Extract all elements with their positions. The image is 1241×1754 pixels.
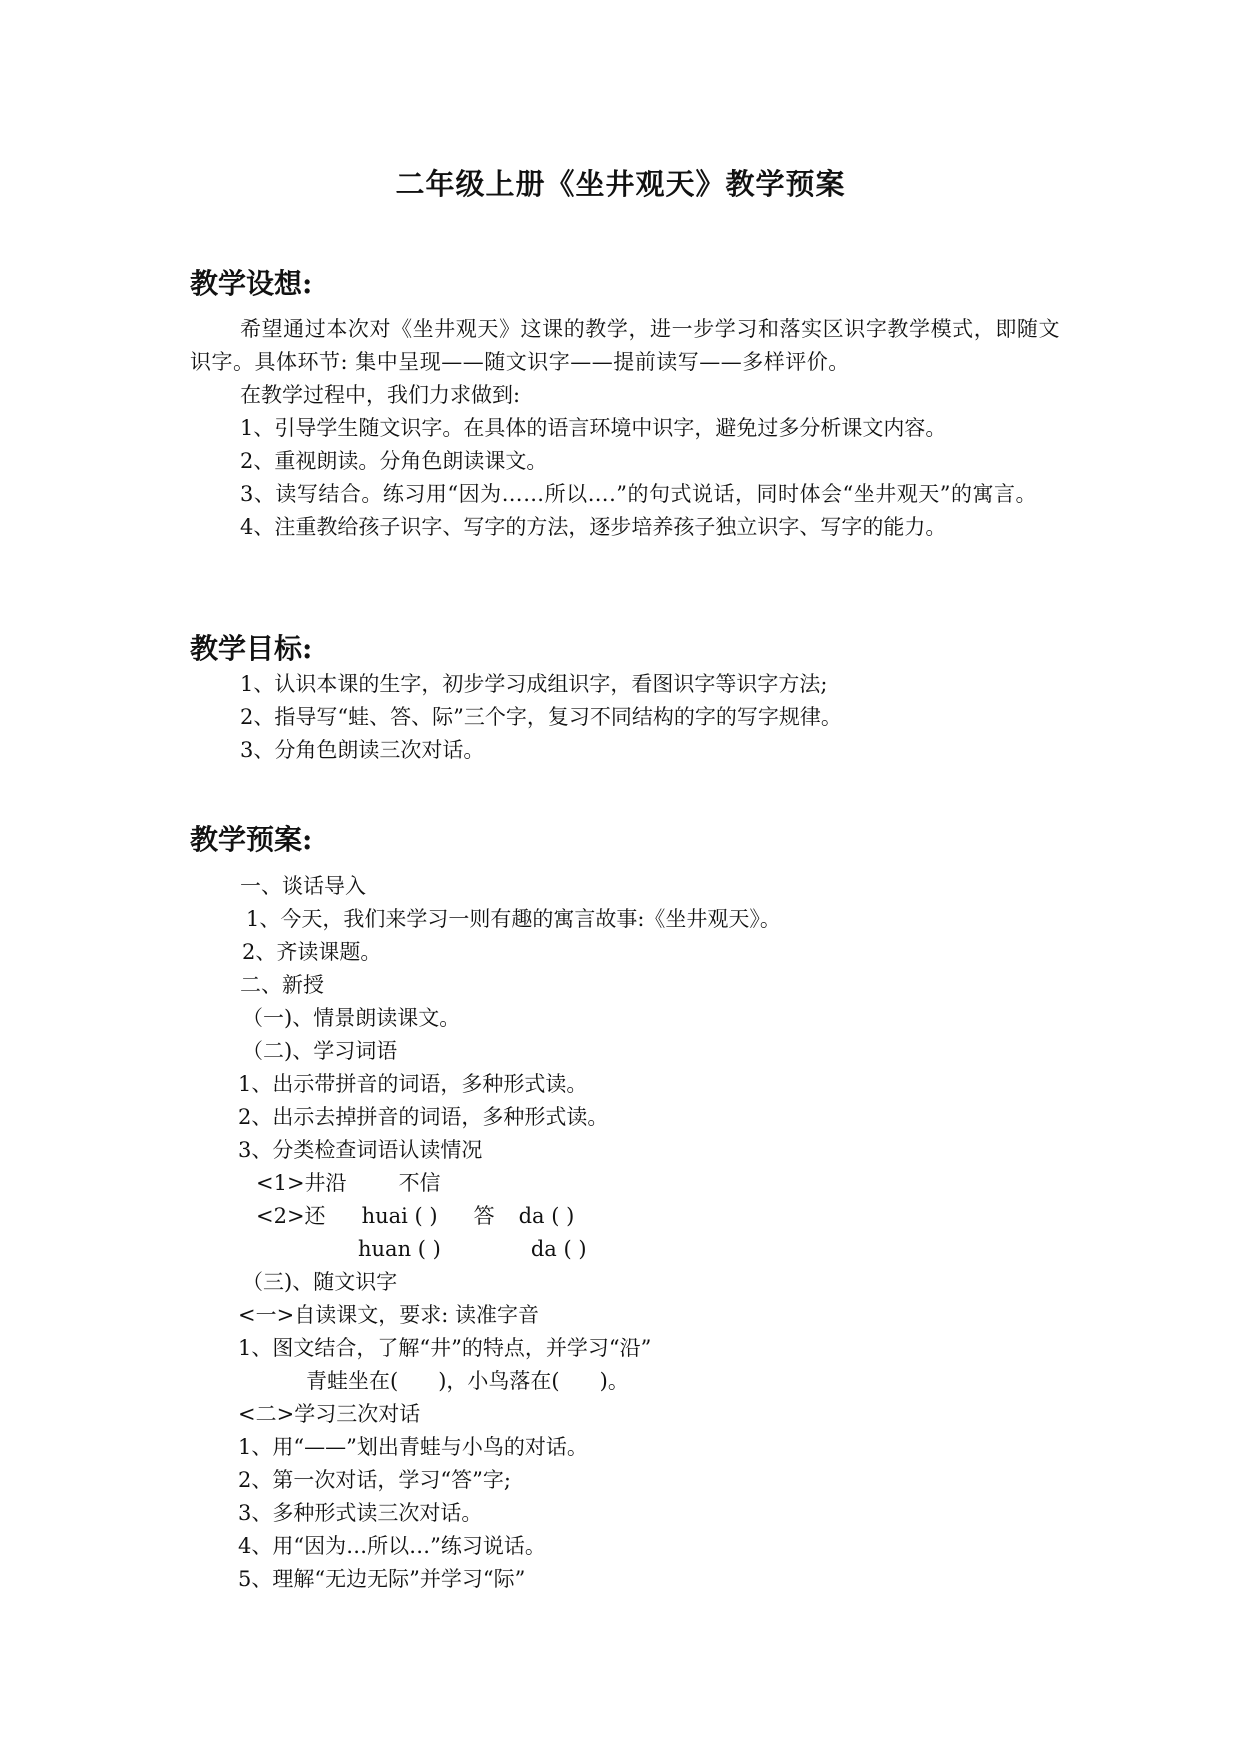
word-group-2: <2>还 xyxy=(256,1204,326,1228)
plan-line: （三)、随文识字 xyxy=(242,1270,398,1294)
design-item: 3、读写结合。练习用“因为……所以….”的句式说话，同时体会“坐井观天”的寓言。 xyxy=(240,482,1037,506)
goal-item: 3、分角色朗读三次对话。 xyxy=(240,738,485,762)
plan-line: 2、第一次对话，学习“答”字; xyxy=(238,1468,511,1492)
section-heading-plan: 教学预案: xyxy=(190,823,313,856)
section-plan-body xyxy=(190,870,1060,1596)
design-paragraph: 希望通过本次对《坐井观天》这课的教学，进一步学习和落实区识字教学模式，即随文识字。具体环节: 集中呈现——随文识字——提前读写——多样评价。 xyxy=(190,317,1060,374)
word-check-row xyxy=(190,1167,1060,1200)
goal-item: 2、指导写“蛙、答、际”三个字，复习不同结构的字的写字规律。 xyxy=(240,705,842,729)
plan-line: 3、多种形式读三次对话。 xyxy=(238,1501,483,1525)
plan-line: 1、图文结合，了解“井”的特点，并学习“沿” xyxy=(238,1336,652,1360)
pinyin-blank: huan ( ) xyxy=(358,1237,441,1261)
word-group-1-item: 不信 xyxy=(398,1171,441,1195)
plan-line: 5、理解“无边无际”并学习“际” xyxy=(238,1567,526,1591)
word-check-row xyxy=(190,1200,1060,1233)
word-check-row xyxy=(190,1233,1060,1266)
pinyin-blank: da ( ) xyxy=(530,1237,587,1261)
design-item: 2、重视朗读。分角色朗读课文。 xyxy=(240,449,548,473)
design-item: 4、注重教给孩子识字、写字的方法，逐步培养孩子独立识字、写字的能力。 xyxy=(240,515,947,539)
pinyin-blank: da ( ) xyxy=(518,1204,575,1228)
plan-line: 2、出示去掉拼音的词语，多种形式读。 xyxy=(238,1105,609,1129)
word-char: 答 xyxy=(473,1204,495,1228)
design-paragraph-intro: 在教学过程中，我们力求做到: xyxy=(240,383,521,407)
plan-line: 2、齐读课题。 xyxy=(242,940,382,964)
design-item: 1、引导学生随文识字。在具体的语言环境中识字，避免过多分析课文内容。 xyxy=(240,416,947,440)
goal-item: 1、认识本课的生字，初步学习成组识字，看图识字等识字方法; xyxy=(240,672,828,696)
plan-line: 青蛙坐在( )，小鸟落在( )。 xyxy=(306,1369,629,1393)
section-heading-goals: 教学目标: xyxy=(190,632,313,665)
word-group-1: <1>井沿 xyxy=(256,1171,347,1195)
section-heading-design: 教学设想: xyxy=(190,267,313,300)
section-design-body xyxy=(190,313,1060,544)
plan-line: 1、出示带拼音的词语，多种形式读。 xyxy=(238,1072,588,1096)
plan-line: 二、新授 xyxy=(240,973,324,997)
plan-line: 4、用“因为…所以…”练习说话。 xyxy=(238,1534,546,1558)
document-title: 二年级上册《坐井观天》教学预案 xyxy=(395,167,846,201)
plan-line: 1、用“——”划出青蛙与小鸟的对话。 xyxy=(238,1435,588,1459)
plan-line: （二)、学习词语 xyxy=(242,1039,398,1063)
plan-line: <二>学习三次对话 xyxy=(238,1402,421,1426)
plan-line: 一、谈话导入 xyxy=(240,874,366,898)
section-goals-body xyxy=(190,668,1060,767)
plan-line: <一>自读课文，要求: 读准字音 xyxy=(238,1303,539,1327)
pinyin-blank: huai ( ) xyxy=(361,1204,438,1228)
plan-line: 1、今天，我们来学习一则有趣的寓言故事:《坐井观天》。 xyxy=(246,907,781,931)
plan-line: 3、分类检查词语认读情况 xyxy=(238,1138,483,1162)
plan-line: （一)、情景朗读课文。 xyxy=(242,1006,461,1030)
